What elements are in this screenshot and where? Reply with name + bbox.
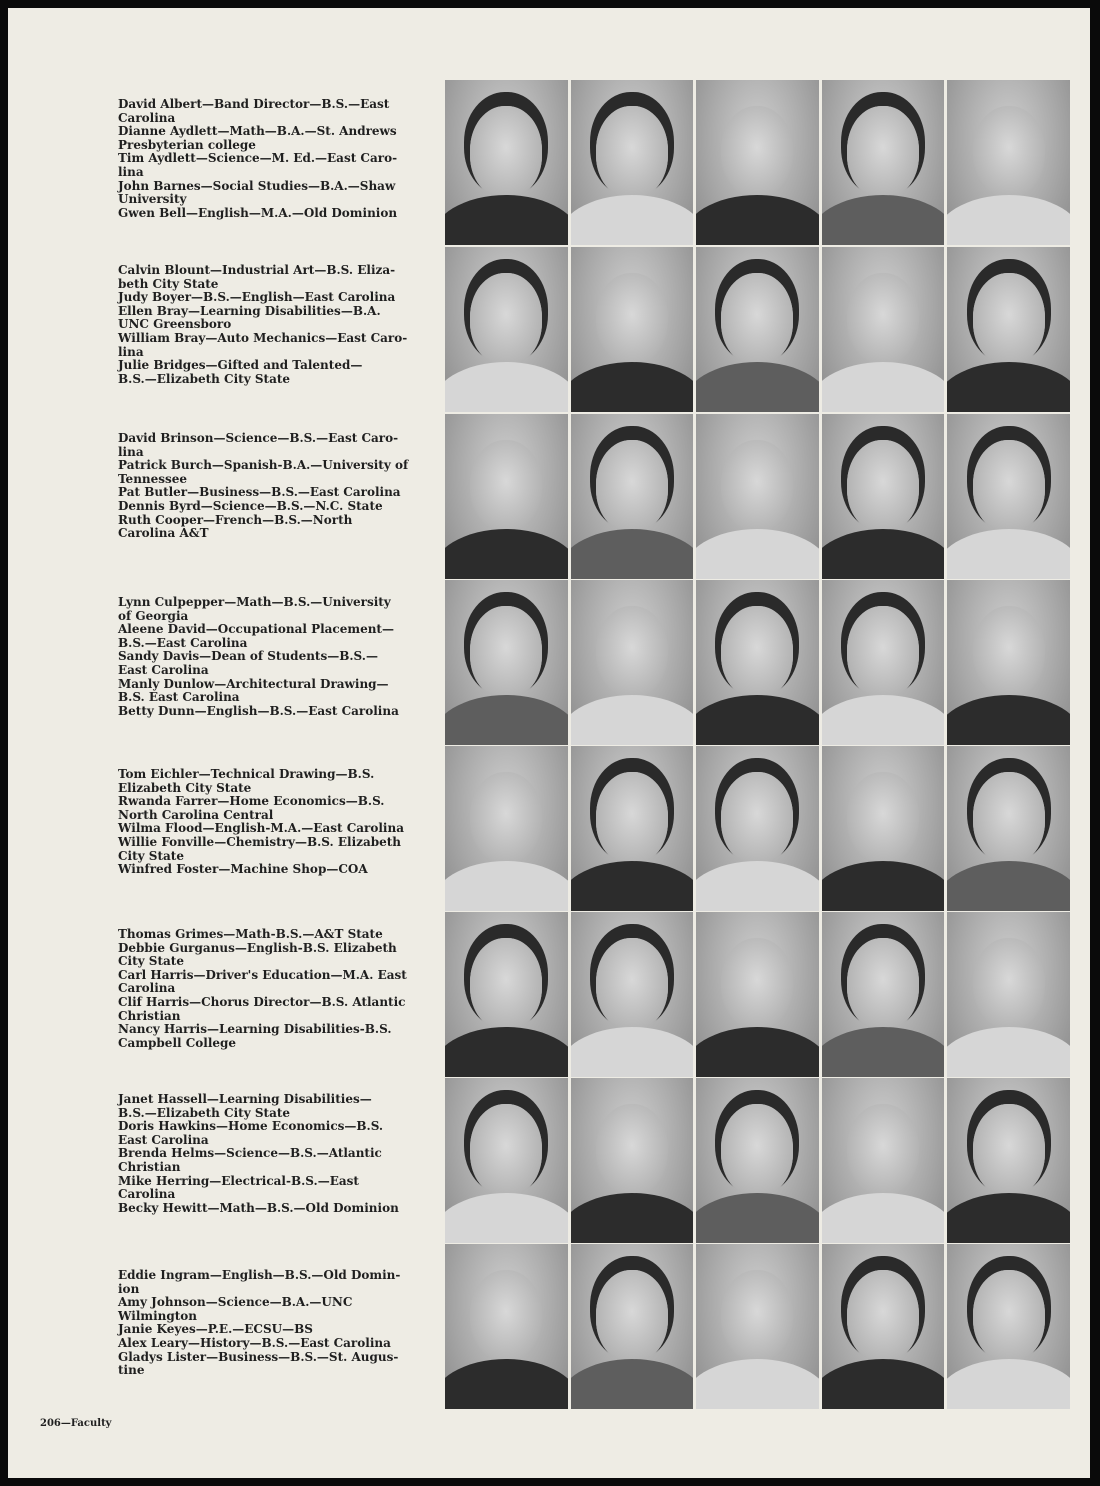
- portrait-photo: [947, 80, 1070, 245]
- portrait-photo: [947, 580, 1070, 745]
- portrait-photo: [696, 912, 819, 1077]
- portrait-photo: [445, 912, 568, 1077]
- caption-group-8: [118, 1269, 418, 1378]
- caption-line: Judy Boyer—B.S.—English—East Carolina: [118, 290, 396, 305]
- caption-line: Patrick Burch—Spanish-B.A.—University of: [118, 458, 409, 473]
- portrait-photo: [947, 746, 1070, 911]
- caption-line: Wilmington: [118, 1308, 198, 1323]
- photo-row: [445, 80, 1070, 245]
- page-folio: 206—Faculty: [40, 1418, 112, 1429]
- caption-line: Calvin Blount—Industrial Art—B.S. Eliza-: [118, 263, 396, 277]
- caption-line: Wilma Flood—English-M.A.—East Carolina: [118, 821, 404, 836]
- caption-line: Brenda Helms—Science—B.S.—Atlantic: [118, 1146, 382, 1161]
- caption-line: Tennessee: [118, 471, 188, 486]
- caption-line: David Albert—Band Director—B.S.—East: [118, 97, 390, 111]
- portrait-photo: [822, 80, 945, 245]
- caption-line: Doris Hawkins—Home Economics—B.S.: [118, 1119, 384, 1134]
- portrait-photo: [571, 580, 694, 745]
- portrait-photo: [571, 1244, 694, 1409]
- caption-line: Winfred Foster—Machine Shop—COA: [118, 862, 368, 877]
- caption-line: B.S.—Elizabeth City State: [118, 371, 291, 386]
- portrait-photo: [947, 1078, 1070, 1243]
- caption-line: City State: [118, 954, 184, 969]
- portrait-photo: [822, 247, 945, 412]
- caption-line: University: [118, 192, 187, 207]
- portrait-photo: [696, 1244, 819, 1409]
- caption-line: ion: [118, 1281, 140, 1296]
- portrait-photo: [445, 1078, 568, 1243]
- caption-line: Dennis Byrd—Science—B.S.—N.C. State: [118, 498, 383, 513]
- portrait-photo: [445, 580, 568, 745]
- caption-line: Pat Butler—Business—B.S.—East Carolina: [118, 485, 401, 500]
- caption-line: Christian: [118, 1159, 181, 1174]
- caption-line: Willie Fonville—Chemistry—B.S. Elizabeth: [118, 834, 402, 849]
- portrait-photo: [696, 580, 819, 745]
- caption-line: of Georgia: [118, 608, 189, 623]
- portrait-photo: [445, 746, 568, 911]
- portrait-photo: [947, 247, 1070, 412]
- portrait-photo: [822, 414, 945, 579]
- caption-line: Debbie Gurganus—English-B.S. Elizabeth: [118, 940, 397, 955]
- portrait-photo: [822, 912, 945, 1077]
- portrait-photo: [947, 912, 1070, 1077]
- caption-line: UNC Greensboro: [118, 317, 232, 332]
- caption-line: Eddie Ingram—English—B.S.—Old Domin-: [118, 1268, 401, 1282]
- caption-line: lina: [118, 344, 144, 359]
- caption-line: Aleene David—Occupational Placement—: [118, 622, 394, 637]
- photo-row: [445, 1078, 1070, 1243]
- portrait-photo: [696, 746, 819, 911]
- caption-line: Ellen Bray—Learning Disabilities—B.A.: [118, 303, 381, 318]
- caption-line: Gladys Lister—Business—B.S.—St. Augus-: [118, 1349, 399, 1364]
- caption-line: beth City State: [118, 276, 219, 291]
- portrait-photo: [571, 80, 694, 245]
- photo-row: [445, 1244, 1070, 1409]
- portrait-photo: [696, 247, 819, 412]
- caption-line: Tim Aydlett—Science—M. Ed.—East Caro-: [118, 151, 398, 166]
- caption-line: David Brinson—Science—B.S.—East Caro-: [118, 431, 399, 445]
- portrait-photo: [822, 580, 945, 745]
- caption-line: East Carolina: [118, 1132, 209, 1147]
- portrait-photo: [571, 414, 694, 579]
- caption-line: Carolina: [118, 981, 176, 996]
- caption-line: East Carolina: [118, 662, 209, 677]
- caption-group-5: [118, 768, 418, 877]
- caption-line: Janet Hassell—Learning Disabilities—: [118, 1092, 372, 1106]
- caption-group-3: [118, 432, 418, 541]
- caption-line: Ruth Cooper—French—B.S.—North: [118, 512, 353, 527]
- caption-line: North Carolina Central: [118, 807, 274, 822]
- caption-line: Janie Keyes—P.E.—ECSU—BS: [118, 1322, 313, 1337]
- portrait-photo: [445, 247, 568, 412]
- caption-line: Christian: [118, 1008, 181, 1023]
- caption-line: William Bray—Auto Mechanics—East Caro-: [118, 330, 408, 345]
- portrait-photo: [696, 80, 819, 245]
- caption-line: Nancy Harris—Learning Disabilities-B.S.: [118, 1022, 392, 1037]
- portrait-photo: [947, 1244, 1070, 1409]
- caption-line: City State: [118, 848, 184, 863]
- yearbook-page: [8, 8, 1090, 1478]
- caption-line: Becky Hewitt—Math—B.S.—Old Dominion: [118, 1200, 399, 1215]
- caption-line: tine: [118, 1363, 145, 1378]
- caption-line: Betty Dunn—English—B.S.—East Carolina: [118, 703, 399, 718]
- portrait-photo: [571, 746, 694, 911]
- caption-line: Presbyterian college: [118, 137, 256, 152]
- photo-row: [445, 912, 1070, 1077]
- caption-line: Clif Harris—Chorus Director—B.S. Atlantic: [118, 994, 406, 1009]
- caption-line: Elizabeth City State: [118, 780, 252, 795]
- caption-line: Carolina: [118, 110, 176, 125]
- photo-row: [445, 746, 1070, 911]
- portrait-photo: [445, 80, 568, 245]
- caption-line: John Barnes—Social Studies—B.A.—Shaw: [118, 178, 396, 193]
- caption-line: Thomas Grimes—Math-B.S.—A&T State: [118, 927, 383, 941]
- caption-group-6: [118, 928, 418, 1050]
- caption-group-2: [118, 264, 418, 386]
- caption-line: B.S.—Elizabeth City State: [118, 1105, 291, 1120]
- portrait-photo: [947, 414, 1070, 579]
- caption-line: lina: [118, 444, 144, 459]
- caption-line: Carl Harris—Driver's Education—M.A. East: [118, 967, 407, 982]
- caption-line: B.S. East Carolina: [118, 690, 240, 705]
- portrait-photo: [571, 247, 694, 412]
- caption-group-1: [118, 98, 418, 220]
- caption-line: lina: [118, 164, 144, 179]
- photo-row: [445, 580, 1070, 745]
- caption-line: Dianne Aydlett—Math—B.A.—St. Andrews: [118, 124, 397, 139]
- caption-line: Tom Eichler—Technical Drawing—B.S.: [118, 767, 375, 781]
- portrait-photo: [822, 1244, 945, 1409]
- caption-line: Rwanda Farrer—Home Economics—B.S.: [118, 794, 385, 809]
- caption-line: B.S.—East Carolina: [118, 635, 248, 650]
- caption-group-7: [118, 1093, 418, 1215]
- portrait-photo: [696, 414, 819, 579]
- portrait-photo: [822, 746, 945, 911]
- caption-group-4: [118, 596, 418, 718]
- caption-line: Carolina: [118, 1187, 176, 1202]
- photo-row: [445, 247, 1070, 412]
- caption-line: Sandy Davis—Dean of Students—B.S.—: [118, 649, 378, 664]
- caption-line: Amy Johnson—Science—B.A.—UNC: [118, 1295, 353, 1310]
- caption-line: Carolina A&T: [118, 526, 209, 541]
- portrait-photo: [445, 1244, 568, 1409]
- caption-line: Manly Dunlow—Architectural Drawing—: [118, 676, 389, 691]
- caption-line: Mike Herring—Electrical-B.S.—East: [118, 1173, 359, 1188]
- caption-line: Alex Leary—History—B.S.—East Carolina: [118, 1335, 391, 1350]
- portrait-photo: [571, 912, 694, 1077]
- portrait-photo: [822, 1078, 945, 1243]
- portrait-photo: [445, 414, 568, 579]
- photo-row: [445, 414, 1070, 579]
- caption-line: Campbell College: [118, 1035, 237, 1050]
- caption-line: Lynn Culpepper—Math—B.S.—University: [118, 595, 391, 609]
- caption-line: Gwen Bell—English—M.A.—Old Dominion: [118, 205, 398, 220]
- portrait-photo: [696, 1078, 819, 1243]
- portrait-photo: [571, 1078, 694, 1243]
- caption-line: Julie Bridges—Gifted and Talented—: [118, 358, 363, 373]
